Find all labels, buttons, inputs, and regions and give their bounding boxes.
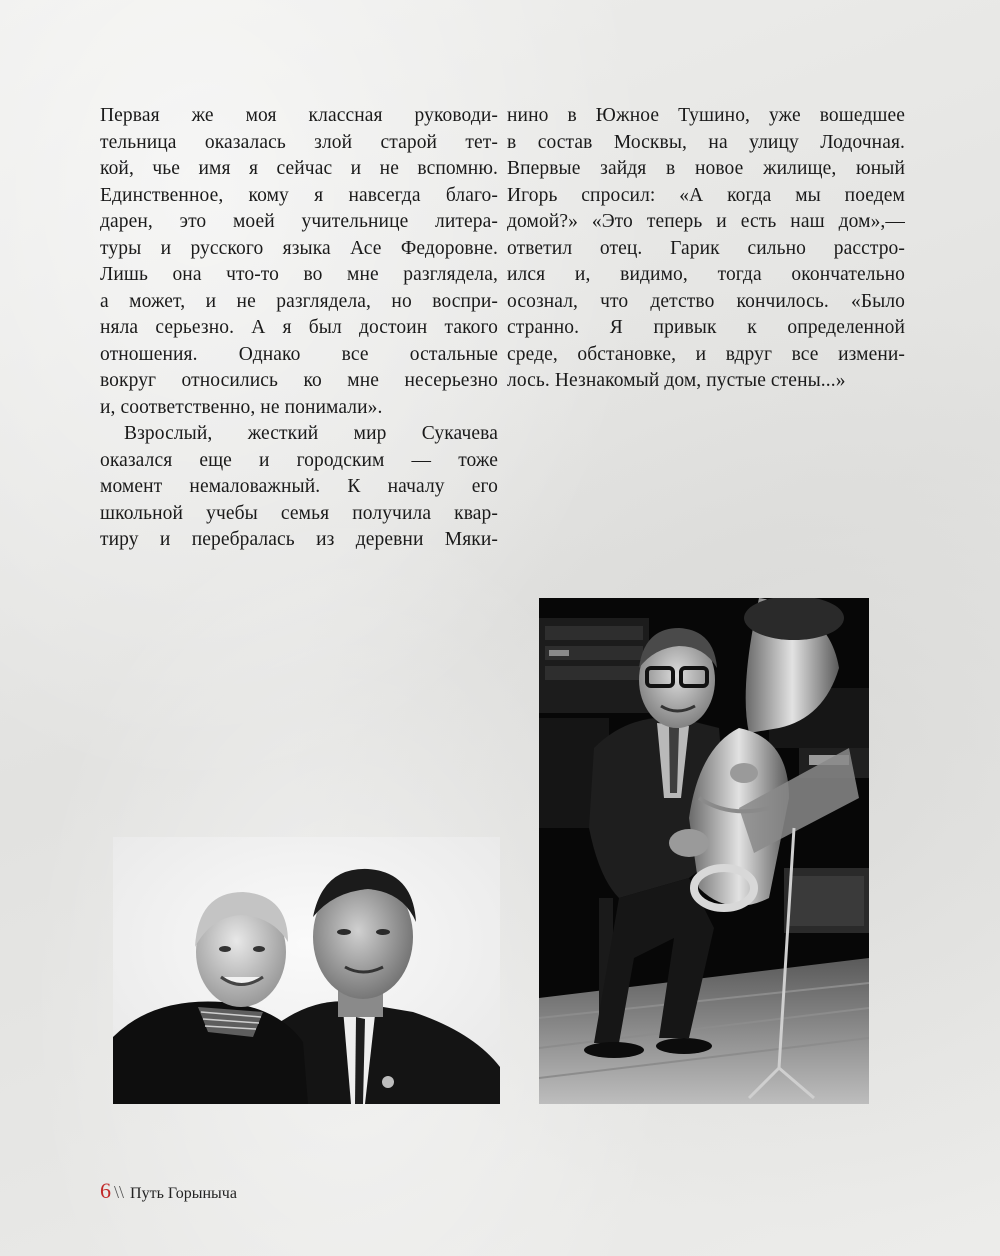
photo-boy-with-father <box>113 837 500 1104</box>
text-line: Взрослый, жесткий мир Сукачева <box>124 423 498 444</box>
running-title: Путь Горыныча <box>130 1185 237 1202</box>
text-line: момент немаловажный. К началу его <box>100 476 498 497</box>
photo-boy-with-father-image <box>113 837 500 1104</box>
right-text-column <box>507 103 905 395</box>
text-line: и, соответственно, не понимали». <box>100 396 383 418</box>
text-line: Первая же моя классная руководи- <box>100 105 498 126</box>
text-line: нино в Южное Тушино, уже вошедшее <box>507 105 905 126</box>
text-line: кой, чье имя я сейчас и не вспомню. <box>100 158 498 179</box>
text-line: в состав Москвы, на улицу Лодочная. <box>507 131 905 153</box>
text-line: Впервые зайдя в новое жилище, юный <box>507 158 905 179</box>
text-line: осознал, что детство кончилось. «Было <box>507 290 905 312</box>
text-line: а может, и не разглядела, но воспри- <box>100 290 498 312</box>
text-line: дарен, это моей учительнице литера- <box>100 211 498 232</box>
footer-separator: \\ <box>114 1182 125 1202</box>
photo-man-with-tuba <box>539 598 869 1104</box>
text-line: ился и, видимо, тогда окончательно <box>507 264 905 285</box>
text-line: вокруг относились ко мне несерьезно <box>100 370 498 391</box>
photo-man-with-tuba-image <box>539 598 869 1104</box>
left-text-column <box>100 103 498 554</box>
text-line: лось. Незнакомый дом, пустые стены...» <box>507 370 846 391</box>
page-footer <box>100 1178 237 1204</box>
text-line: оказался еще и городским — тоже <box>100 449 498 471</box>
text-line: Лишь она что-то во мне разглядела, <box>100 264 498 285</box>
text-line: отношения. Однако все остальные <box>100 343 498 365</box>
text-line: школьной учебы семья получила квар- <box>100 502 498 524</box>
text-line: тиру и перебралась из деревни Мяки- <box>100 529 498 550</box>
text-line: тельница оказалась злой старой тет- <box>100 131 498 153</box>
text-line: Единственное, кому я навсегда благо- <box>100 184 498 206</box>
text-line: ответил отец. Гарик сильно расстро- <box>507 237 905 259</box>
text-line: среде, обстановке, и вдруг все измени- <box>507 343 905 365</box>
text-line: Игорь спросил: «А когда мы поедем <box>507 184 905 206</box>
page-number: 6 <box>100 1178 111 1203</box>
text-line: няла серьезно. А я был достоин такого <box>100 317 498 338</box>
text-line: странно. Я привык к определенной <box>507 317 905 338</box>
text-line: домой?» «Это теперь и есть наш дом»,— <box>507 211 905 232</box>
text-line: туры и русского языка Асе Федоровне. <box>100 237 498 259</box>
